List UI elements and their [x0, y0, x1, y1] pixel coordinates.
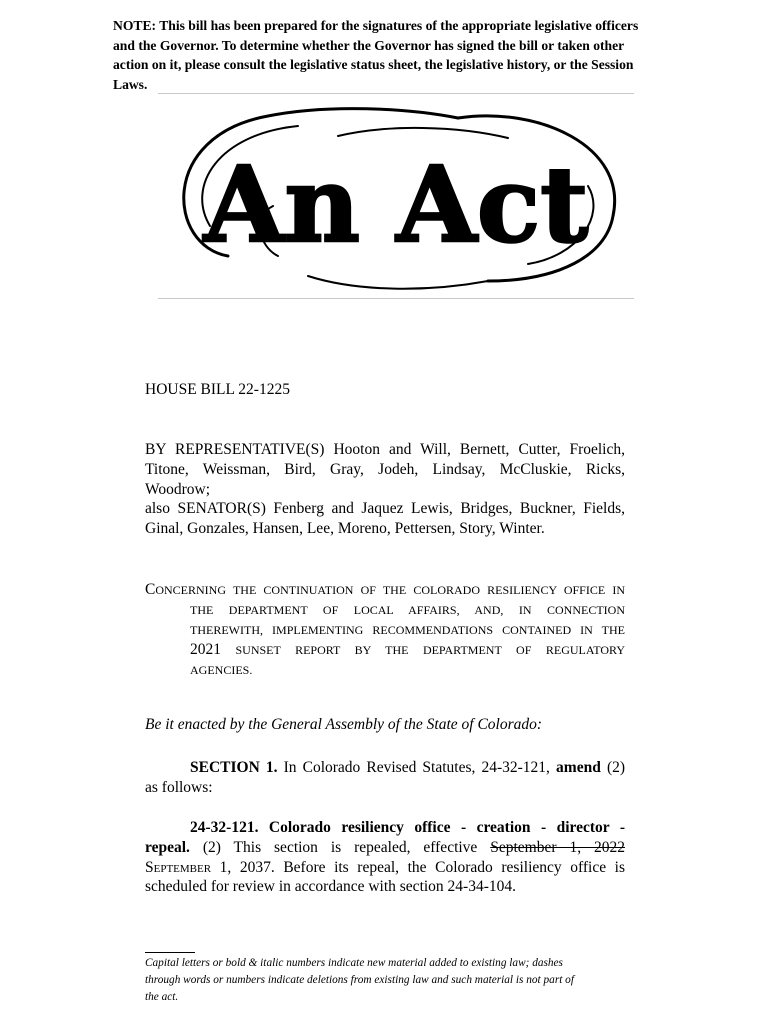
bill-title: [145, 580, 625, 680]
bill-title-initial: C: [145, 581, 156, 598]
sponsors-line-2: Titone, Weissman, Bird, Gray, Jodeh, Lindsay, McCluskie, Ricks,: [145, 460, 625, 478]
bottom-divider: [158, 298, 634, 299]
statute-line-3-text: . Before its repeal, the Colorado resiliency office is: [270, 858, 625, 876]
statute-line-2: [145, 838, 625, 858]
section-1: [145, 758, 625, 798]
footnote: [145, 955, 627, 1006]
an-act-logo: [158, 96, 634, 296]
section-1-line-2: as follows:: [145, 778, 213, 796]
signature-note: NOTE: This bill has been prepared for the signatures of the appropriate legislative officers and the Governor. To determine whether the Governor has signed the bill or taken other action on it, please consult the legislative status sheet, the legislative history, or the Session Laws.: [113, 18, 639, 92]
bill-title-line-2: THE DEPARTMENT OF LOCAL AFFAIRS, AND, IN CONNECTION: [190, 603, 625, 617]
section-1-text-a: In Colorado Revised Statutes, 24-32-121,: [283, 759, 550, 776]
footnote-line-1: Capital letters or bold & italic numbers indicate new material added to existing law; dashes: [145, 957, 563, 969]
section-1-line-1: [145, 758, 625, 778]
footnote-divider: [145, 952, 195, 953]
footnote-line-3: the act.: [145, 991, 179, 1003]
section-1-heading: SECTION 1.: [190, 759, 278, 776]
flourish-top: [338, 128, 508, 138]
bill-title-line-5: AGENCIES.: [190, 663, 253, 677]
statute-heading: 24-32-121. Colorado resiliency office - creation - director -: [190, 819, 625, 836]
sponsors-line-3: Woodrow;: [145, 480, 211, 498]
sponsors-line-5: Ginal, Gonzales, Hansen, Lee, Moreno, Pettersen, Story, Winter.: [145, 520, 545, 538]
statute-paragraph: [145, 818, 625, 897]
statute-text-a: (2) This section is repealed, effective: [202, 838, 478, 856]
an-act-logo-text: An Act: [203, 143, 589, 266]
statute-line-4: scheduled for review in accordance with section 24-34-104.: [145, 878, 517, 896]
sponsors-line-1: BY REPRESENTATIVE(S) Hooton and Will, Bernett, Cutter, Froelich,: [145, 441, 625, 458]
bill-title-year: 2021: [190, 641, 221, 658]
new-date: September 1, 2037: [145, 858, 271, 876]
section-1-amend: amend: [556, 759, 601, 776]
bill-title-line-3: THEREWITH, IMPLEMENTING RECOMMENDATIONS CONTAINED IN THE: [190, 623, 625, 637]
bill-number: HOUSE BILL 22-1225: [145, 381, 290, 398]
struck-date: September 1, 2022: [490, 838, 625, 856]
bill-title-line-4: [145, 640, 625, 660]
statute-line-3: [145, 858, 625, 878]
top-divider: [158, 93, 634, 94]
flourish-bottom: [308, 276, 488, 289]
footnote-line-2: through words or numbers indicate deletions from existing law and such material is not part of: [145, 974, 574, 986]
section-1-text-b: (2): [606, 759, 626, 776]
sponsors-line-4: also SENATOR(S) Fenberg and Jaquez Lewis, Bridges, Buckner, Fields,: [145, 500, 625, 518]
bill-title-line-4-text: SUNSET REPORT BY THE DEPARTMENT OF REGULATORY: [235, 643, 625, 657]
bill-title-line-1: [145, 580, 625, 600]
bill-title-line-1-text: ONCERNING THE CONTINUATION OF THE COLORADO RESILIENCY OFFICE IN: [155, 583, 625, 597]
statute-heading-cont: repeal.: [145, 838, 190, 856]
sponsors: [145, 440, 625, 539]
enacting-clause: Be it enacted by the General Assembly of the State of Colorado:: [145, 716, 543, 733]
